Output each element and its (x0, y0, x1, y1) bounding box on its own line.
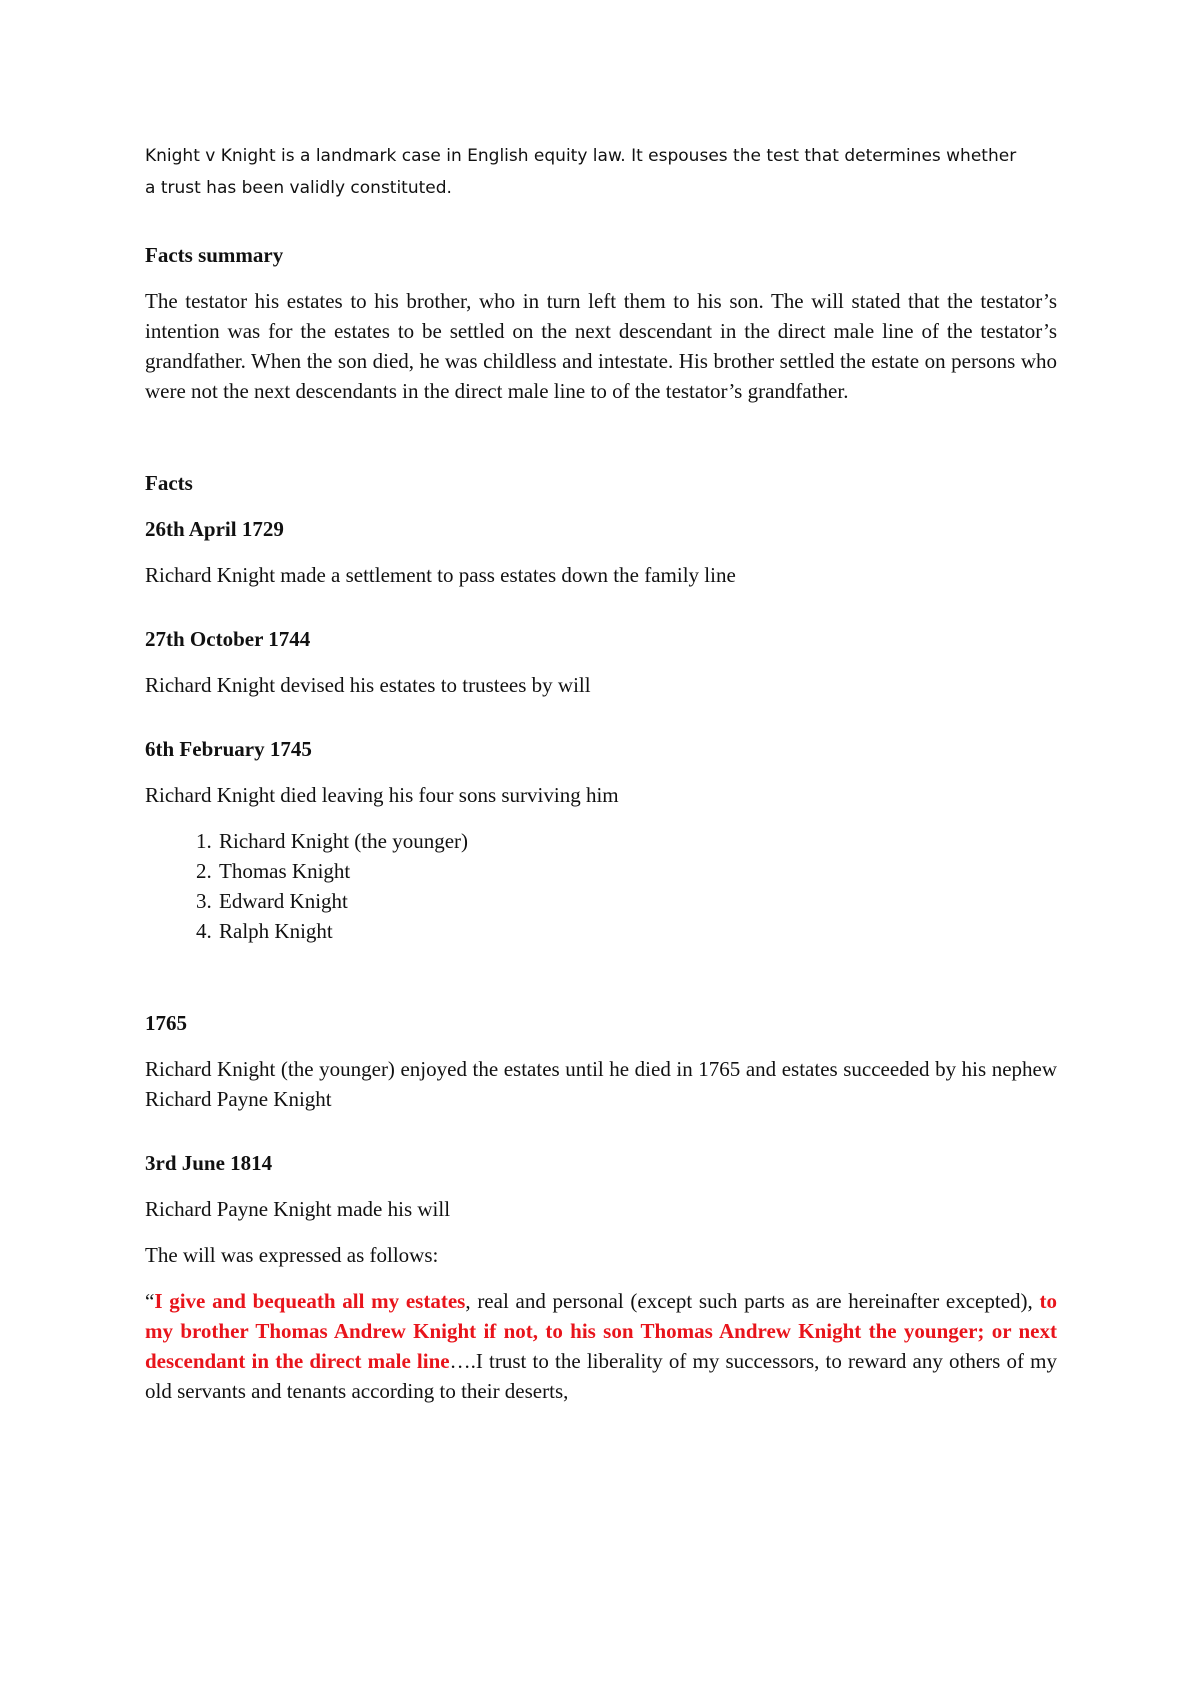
event-text-1814: Richard Payne Knight made his will (145, 1197, 451, 1221)
event-text-1729: Richard Knight made a settlement to pass estates down the family line (145, 563, 736, 587)
event-date-1814: 3rd June 1814 (145, 1151, 273, 1175)
event-date-1745: 6th February 1745 (145, 737, 312, 761)
facts-heading: Facts (145, 471, 193, 495)
will-intro-text: The will was expressed as follows: (145, 1243, 439, 1267)
event-text-1745: Richard Knight died leaving his four sons surviving him (145, 783, 619, 807)
list-item: 1. Richard Knight (the younger) (217, 826, 1057, 856)
quote-emphasis-1: I give and bequeath all my estates (154, 1289, 466, 1313)
quote-plain-1: , real and personal (except such parts as are hereinafter excepted), (465, 1289, 1040, 1313)
quote-open-mark: “ (145, 1289, 155, 1313)
list-item: 4. Ralph Knight (217, 916, 1057, 946)
facts-summary-heading: Facts summary (145, 243, 284, 267)
event-text-1765: Richard Knight (the younger) enjoyed the estates until he died in 1765 and estates succeeded by his nephew Richard Payne Knight (145, 1057, 1057, 1111)
quote-plain-2: ….I trust to the liberality of my successors, to reward any others of my old servants and tenants according to their deserts, (145, 1349, 1057, 1403)
event-text-1744: Richard Knight devised his estates to trustees by will (145, 673, 591, 697)
document-content (145, 140, 1057, 1406)
will-quote (145, 1286, 1057, 1406)
event-date-1729: 26th April 1729 (145, 517, 284, 541)
intro-paragraph (145, 140, 1057, 204)
quote-emphasis-2: to my brother Thomas Andrew Knight if not, to his son Thomas Andrew Knight the younger; or next descendant in the direct male line (145, 1289, 1057, 1373)
event-date-1765: 1765 (145, 1011, 187, 1035)
event-date-1744: 27th October 1744 (145, 627, 311, 651)
list-item: 2. Thomas Knight (217, 856, 1057, 886)
intro-line-2: a trust has been validly constituted. (145, 178, 452, 198)
intro-line-1: Knight v Knight is a landmark case in English equity law. It espouses the test that determines whether (145, 146, 1017, 166)
sons-list (145, 826, 1057, 946)
list-item: 3. Edward Knight (217, 886, 1057, 916)
facts-summary-text: The testator his estates to his brother, who in turn left them to his son. The will stated that the testator’s intention was for the estates to be settled on the next descendant in the direct male line of the testator’s grandfather. When the son died, he was childless and intestate. His brother settled the estate on persons who were not the next descendants in the direct male line to of the testator’s grandfather. (145, 289, 1057, 403)
